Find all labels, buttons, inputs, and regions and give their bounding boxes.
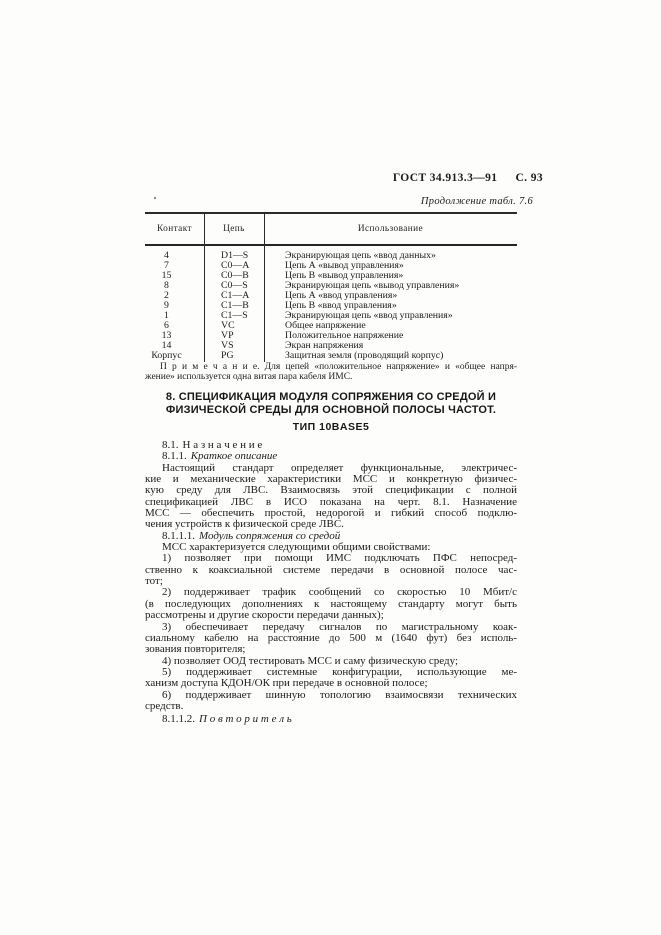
note-line: жение» используется одна витая пара кабеля ИМС. <box>145 372 353 383</box>
note-line: П р и м е ч а н и е. Для цепей «положительное напряжение» и «общее напря- <box>160 362 517 372</box>
clause-number: 8.1. <box>162 439 179 451</box>
circuit-cell: C0—S <box>221 280 248 291</box>
circuit-cell: C1—B <box>221 300 249 311</box>
circuit-cell: VC <box>221 320 235 331</box>
circuit-cell: VS <box>221 340 234 351</box>
circuit-cell: VP <box>221 330 234 341</box>
type-heading: ТИП 10BASE5 <box>292 421 370 433</box>
document-body <box>145 440 517 726</box>
pin-table <box>145 212 517 364</box>
circuit-cell: C0—A <box>221 260 250 271</box>
body-line: 4) позволяет ООД тестировать МСС и саму физическую среду; <box>162 654 459 667</box>
body-line: средств. <box>145 699 184 712</box>
body-line: 5) поддерживает системные конфигурации, использующие ме- <box>162 665 517 678</box>
usage-cell: Цепь В «ввод управления» <box>285 300 397 311</box>
clause-number: 8.1.1.2. <box>162 713 195 726</box>
clause-number: 8.1.1. <box>162 450 187 463</box>
body-line: кие и механические характеристики МСС и конкретную физичес- <box>145 473 517 486</box>
body-line: спецификацией ЛВС в ИСО показана на черт. 8.1. Назначение <box>145 495 517 508</box>
table-header-row <box>145 214 517 246</box>
clause-title: П о в т о р и т е л ь <box>199 713 292 726</box>
contact-cell: Корпус <box>151 350 182 361</box>
heading-line: ФИЗИЧЕСКОЙ СРЕДЫ ДЛЯ ОСНОВНОЙ ПОЛОСЫ ЧАСТОТ. <box>165 404 497 416</box>
page-number: С. 93 <box>515 172 543 184</box>
clause-title: Н а з н а ч е н и е <box>182 439 263 451</box>
usage-cell: Цепь А «ввод управления» <box>285 290 398 301</box>
table-column-divider <box>264 214 265 362</box>
circuit-cell: C0—B <box>221 270 249 281</box>
usage-cell: Экранирующая цепь «ввод управления» <box>285 310 453 321</box>
contact-cell: 2 <box>164 290 169 301</box>
heading-line: 8. СПЕЦИФИКАЦИЯ МОДУЛЯ СОПРЯЖЕНИЯ СО СРЕДОЙ И <box>165 391 497 403</box>
table-column-divider <box>204 214 205 362</box>
contact-cell: 4 <box>164 250 169 261</box>
clause-subhead <box>145 714 517 725</box>
usage-cell: Цепь В «вывод управления» <box>285 270 404 281</box>
column-header-contact: Контакт <box>157 224 192 234</box>
body-line: Настоящий стандарт определяет функциональные, электричес- <box>162 461 517 474</box>
contact-cell: 14 <box>161 340 172 351</box>
column-header-usage: Использование <box>357 224 424 234</box>
usage-cell: Экран напряжения <box>285 340 364 351</box>
clause-title: Модуль сопряжения со средой <box>199 529 341 542</box>
body-line: чения устройств к физической среде ЛВС. <box>145 518 344 531</box>
body-line: сиальному кабелю на расстояние до 500 м (1640 фут) без исполь- <box>145 631 517 644</box>
body-line: МСС характеризуется следующими общими свойствами: <box>162 541 431 554</box>
body-line: рассмотрены и другие скорости передачи данных); <box>145 609 384 622</box>
clause-title: Краткое описание <box>190 450 278 463</box>
table-row <box>145 351 517 361</box>
body-line: МСС — обеспечить простой, недорогой и гибкий способ подклю- <box>145 507 517 520</box>
clause-subhead <box>145 451 517 462</box>
running-head <box>0 172 543 184</box>
contact-cell: 6 <box>164 320 169 331</box>
contact-cell: 1 <box>164 310 169 321</box>
table-caption: Продолжение табл. 7.6 <box>420 196 533 207</box>
contact-cell: 13 <box>161 330 172 341</box>
table-note <box>145 362 517 383</box>
usage-cell: Экранирующая цепь «ввод данных» <box>285 250 436 261</box>
body-line: (в последующих дополнениях к настоящему стандарту могут быть <box>145 597 517 610</box>
usage-cell: Общее напряжение <box>285 320 366 331</box>
contact-cell: 15 <box>161 270 172 281</box>
body-line: зования повторителя; <box>145 643 246 656</box>
circuit-cell: PG <box>221 350 234 361</box>
body-line: кую среду для ЛВС. Взаимосвязь этой спецификации с полной <box>145 484 517 497</box>
body-line: 3) обеспечивает передачу сигналов по магистральному коак- <box>162 620 517 633</box>
table-body <box>145 246 517 361</box>
body-line: 6) поддерживает шинную топологию взаимосвязи технических <box>162 688 517 701</box>
column-header-circuit: Цепь <box>223 224 245 234</box>
usage-cell: Защитная земля (проводящий корпус) <box>285 350 444 361</box>
body-line: тот; <box>145 575 163 588</box>
circuit-cell: D1—S <box>221 250 249 261</box>
contact-cell: 7 <box>164 260 169 271</box>
standard-number: ГОСТ 34.913.3—91 <box>392 172 498 184</box>
contact-cell: 9 <box>164 300 169 311</box>
circuit-cell: C1—A <box>221 290 250 301</box>
body-line: 2) поддерживает трафик сообщений со скоростью 10 Мбит/с <box>162 586 517 599</box>
usage-cell: Положительное напряжение <box>285 330 404 341</box>
body-line: ственно к коаксиальной системе передачи в основной полосе час- <box>145 563 517 576</box>
section-heading <box>139 391 523 417</box>
contact-cell: 8 <box>164 280 169 291</box>
clause-number: 8.1.1.1. <box>162 529 195 542</box>
usage-cell: Цепь А «вывод управления» <box>285 260 404 271</box>
body-line: 1) позволяет при помощи ИМС подключать ПФС непосред- <box>162 552 517 565</box>
body-line: ханизм доступа КДОН/ОК при передаче в основной полосе; <box>145 677 428 690</box>
usage-cell: Экранирующая цепь «вывод управления» <box>285 280 460 291</box>
circuit-cell: C1—S <box>221 310 248 321</box>
